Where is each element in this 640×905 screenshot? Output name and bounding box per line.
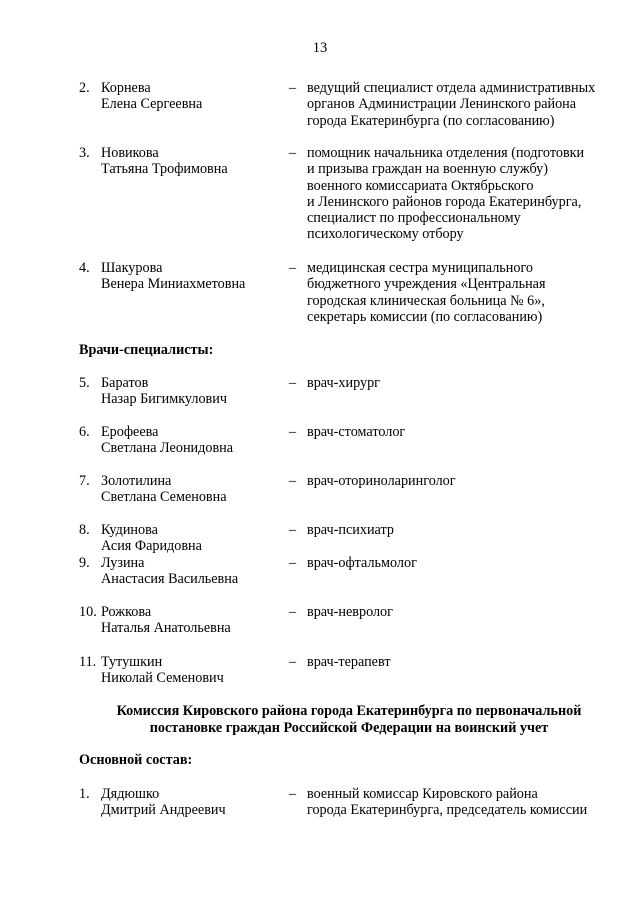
given-names: Елена Сергеевна <box>101 96 203 113</box>
commission-title <box>79 703 619 736</box>
position-line: и Ленинского районов города Екатеринбурга, <box>307 193 582 210</box>
member-name <box>101 260 281 293</box>
member-position <box>307 522 619 538</box>
member-position <box>307 786 619 819</box>
position-line: врач-хирург <box>307 375 380 391</box>
entry-number: 3. <box>79 145 90 161</box>
surname: Баратов <box>101 375 149 391</box>
surname: Тутушкин <box>101 654 163 670</box>
member-name <box>101 555 281 588</box>
position-line: психологическому отбору <box>307 226 464 243</box>
surname: Кудинова <box>101 522 158 538</box>
position-line: органов Администрации Ленинского района <box>307 96 577 113</box>
entry-number: 10. <box>79 604 97 620</box>
position-line: военного комиссариата Октябрьского <box>307 177 534 194</box>
position-line: ведущий специалист отдела административных <box>307 80 596 96</box>
member-name <box>101 473 281 506</box>
position-line: врач-психиатр <box>307 522 394 538</box>
entry-number: 2. <box>79 80 90 96</box>
member-position <box>307 604 619 620</box>
dash: – <box>289 786 297 802</box>
entry-number: 11. <box>79 654 97 670</box>
surname: Новикова <box>101 145 159 161</box>
member-position <box>307 80 619 129</box>
position-line: секретарь комиссии (по согласованию) <box>307 308 543 325</box>
position-line: врач-невролог <box>307 604 393 620</box>
section-heading-main: Основной состав: <box>79 752 193 768</box>
surname: Ерофеева <box>101 424 159 440</box>
given-names: Николай Семенович <box>101 670 224 687</box>
entry-number: 1. <box>79 786 90 802</box>
surname: Корнева <box>101 80 151 96</box>
dash: – <box>289 260 297 276</box>
entry-number: 4. <box>79 260 90 276</box>
given-names: Дмитрий Андреевич <box>101 802 226 819</box>
member-name <box>101 604 281 637</box>
member-name <box>101 145 281 178</box>
dash: – <box>289 424 297 440</box>
dash: – <box>289 555 297 571</box>
position-line: помощник начальника отделения (подготовки <box>307 145 585 161</box>
given-names: Светлана Леонидовна <box>101 440 234 457</box>
member-name <box>101 522 281 555</box>
position-line: врач-стоматолог <box>307 424 406 440</box>
member-position <box>307 375 619 391</box>
page-number: 13 <box>312 40 328 56</box>
given-names: Венера Миниахметовна <box>101 276 246 293</box>
dash: – <box>289 80 297 96</box>
given-names: Наталья Анатольевна <box>101 620 231 637</box>
dash: – <box>289 654 297 670</box>
given-names: Назар Бигимкулович <box>101 391 227 408</box>
position-line: врач-терапевт <box>307 654 391 670</box>
position-line: бюджетного учреждения «Центральная <box>307 276 546 293</box>
member-position <box>307 424 619 440</box>
commission-title-line: Комиссия Кировского района города Екатеринбурга по первоначальной <box>116 703 582 719</box>
entry-number: 7. <box>79 473 90 489</box>
dash: – <box>289 522 297 538</box>
member-name <box>101 786 281 819</box>
surname: Рожкова <box>101 604 152 620</box>
entry-number: 8. <box>79 522 90 538</box>
entry-number: 5. <box>79 375 90 391</box>
commission-title-line: постановке граждан Российской Федерации на воинский учет <box>149 719 549 736</box>
position-line: медицинская сестра муниципального <box>307 260 534 276</box>
position-line: специалист по профессиональному <box>307 210 521 227</box>
position-line: города Екатеринбурга, председатель комиссии <box>307 802 588 819</box>
member-position <box>307 260 619 325</box>
given-names: Анастасия Васильевна <box>101 571 239 588</box>
entry-number: 6. <box>79 424 90 440</box>
member-position <box>307 473 619 489</box>
position-line: города Екатеринбурга (по согласованию) <box>307 112 555 129</box>
member-name <box>101 80 281 113</box>
member-position <box>307 145 619 243</box>
surname: Лузина <box>101 555 145 571</box>
given-names: Светлана Семеновна <box>101 489 227 506</box>
dash: – <box>289 145 297 161</box>
surname: Золотилина <box>101 473 172 489</box>
surname: Дядюшко <box>101 786 160 802</box>
position-line: врач-офтальмолог <box>307 555 417 571</box>
given-names: Татьяна Трофимовна <box>101 161 228 178</box>
given-names: Асия Фаридовна <box>101 538 202 555</box>
section-heading-doctors: Врачи-специалисты: <box>79 342 214 358</box>
entry-number: 9. <box>79 555 90 571</box>
member-name <box>101 424 281 457</box>
member-position <box>307 555 619 571</box>
position-line: и призыва граждан на военную службу) <box>307 161 548 178</box>
member-name <box>101 375 281 408</box>
dash: – <box>289 375 297 391</box>
position-line: военный комиссар Кировского района <box>307 786 538 802</box>
member-name <box>101 654 281 687</box>
dash: – <box>289 473 297 489</box>
member-position <box>307 654 619 670</box>
position-line: городская клиническая больница № 6», <box>307 292 545 309</box>
surname: Шакурова <box>101 260 163 276</box>
position-line: врач-оториноларинголог <box>307 473 456 489</box>
dash: – <box>289 604 297 620</box>
